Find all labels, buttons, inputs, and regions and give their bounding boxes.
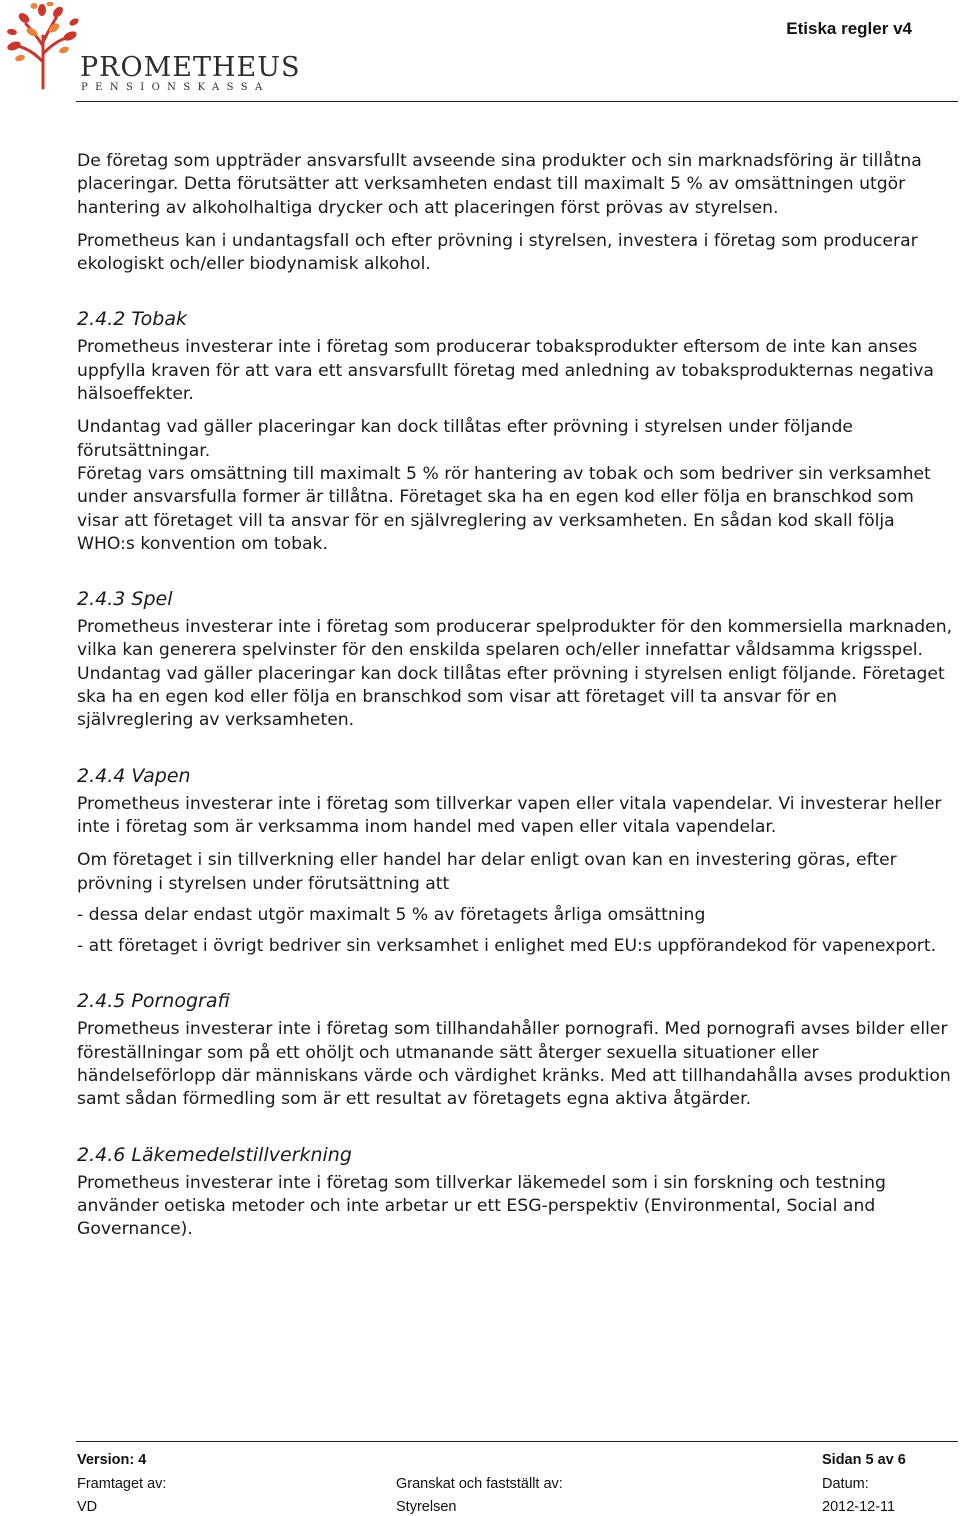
paragraph: Undantag vad gäller placeringar kan dock tillåtas efter prövning i styrelsen enligt följande. Företaget ska ha en egen kod eller följa en branschkod som visar att företaget vill ta ansvar för en självreglering av verksamheten. <box>77 663 945 731</box>
paragraph: Undantag vad gäller placeringar kan dock tillåtas efter prövning i styrelsen under följande förutsättningar. <box>77 417 853 461</box>
paragraph: Prometheus kan i undantagsfall och efter prövning i styrelsen, investera i företag som producerar ekologiskt och/eller biodynamisk alkohol. <box>77 230 918 275</box>
paragraph: Prometheus investerar inte i företag som producerar tobaksprodukter eftersom de inte kan anses uppfylla kraven för att vara ett ansvarsfullt företag med anledning av tobaksprodukternas negativa hälsoeffekter. <box>77 337 934 405</box>
paragraph: Om företaget i sin tillverkning eller handel har delar enligt ovan kan en investering göras, efter prövning i styrelsen under förutsättning att <box>77 850 897 894</box>
paragraph: De företag som uppträder ansvarsfullt avseende sina produkter och sin marknadsföring är tillåtna placeringar. Detta förutsätter att verksamheten endast till maximalt 5 % av omsättningen utgör hantering av alkoholhaltiga drycker och att placeringen först prövas av styrelsen. <box>77 151 922 218</box>
section-heading: 2.4.2 Tobak <box>77 308 187 331</box>
footer-divider <box>76 1441 958 1442</box>
list-item: - att företaget i övrigt bedriver sin verksamhet i enlighet med EU:s uppförandekod för vapenexport. <box>77 936 937 957</box>
section-heading: 2.4.6 Läkemedelstillverkning <box>77 1143 352 1166</box>
footer-reviewed-value: Styrelsen <box>396 1499 457 1515</box>
paragraph: Prometheus investerar inte i företag som tillverkar läkemedel som i sin forskning och testning använder oetiska metoder och inte arbetar ur ett ESG-perspektiv (Environmental, Social and Governance). <box>77 1172 886 1240</box>
footer-date-label: Datum: <box>822 1476 869 1492</box>
footer-prepared-value: VD <box>77 1499 98 1515</box>
footer-prepared-label: Framtaget av: <box>77 1476 167 1492</box>
section-heading: 2.4.4 Vapen <box>77 764 191 787</box>
paragraph: Prometheus investerar inte i företag som tillhandahåller pornografi. Med pornografi avses bilder eller föreställningar som på ett ohöljt och utmanande sätt återger sexuella situationer eller händelseförlopp där människans värde och värdighet kränks. Med att tillhandahålla avses produktion samt sådan förmedling som är ett resultat av företagets egna aktiva åtgärder. <box>77 1019 951 1110</box>
prometheus-flame-icon <box>4 2 84 92</box>
paragraph: Prometheus investerar inte i företag som tillverkar vapen eller vitala vapendelar. Vi investerar heller inte i företag som är verksamma inom handel med vapen eller vitala vapendelar. <box>77 793 942 837</box>
document-body <box>77 150 955 1242</box>
logo-name: PROMETHEUS <box>80 52 301 83</box>
paragraph: Prometheus investerar inte i företag som producerar spelprodukter för den kommersiella marknaden, vilka kan generera spelvinster för den enskilda spelaren och/eller innefattar våldsamma krigsspel. <box>77 617 953 661</box>
list-item: - dessa delar endast utgör maximalt 5 % av företagets årliga omsättning <box>77 904 706 925</box>
paragraph: Företag vars omsättning till maximalt 5 % rör hantering av tobak och som bedriver sin verksamhet under ansvarsfulla former är tillåtna. Företaget ska ha en egen kod eller följa en branschkod som visar att företaget vill ta ansvar för en självreglering av verksamheten. En sådan kod skall följa WHO:s konvention om tobak. <box>77 463 931 554</box>
footer-page-number: Sidan 5 av 6 <box>822 1452 906 1468</box>
footer-version: Version: 4 <box>77 1452 147 1468</box>
section-heading: 2.4.5 Pornografi <box>77 990 230 1013</box>
section-heading: 2.4.3 Spel <box>77 588 173 611</box>
company-logo <box>4 2 301 94</box>
header-divider <box>76 101 958 102</box>
footer-date-value: 2012-12-11 <box>822 1499 896 1515</box>
document-title: Etiska regler v4 <box>786 19 912 38</box>
footer-reviewed-label: Granskat och fastställt av: <box>396 1476 563 1492</box>
logo-subtitle: PENSIONSKASSA <box>81 82 270 93</box>
